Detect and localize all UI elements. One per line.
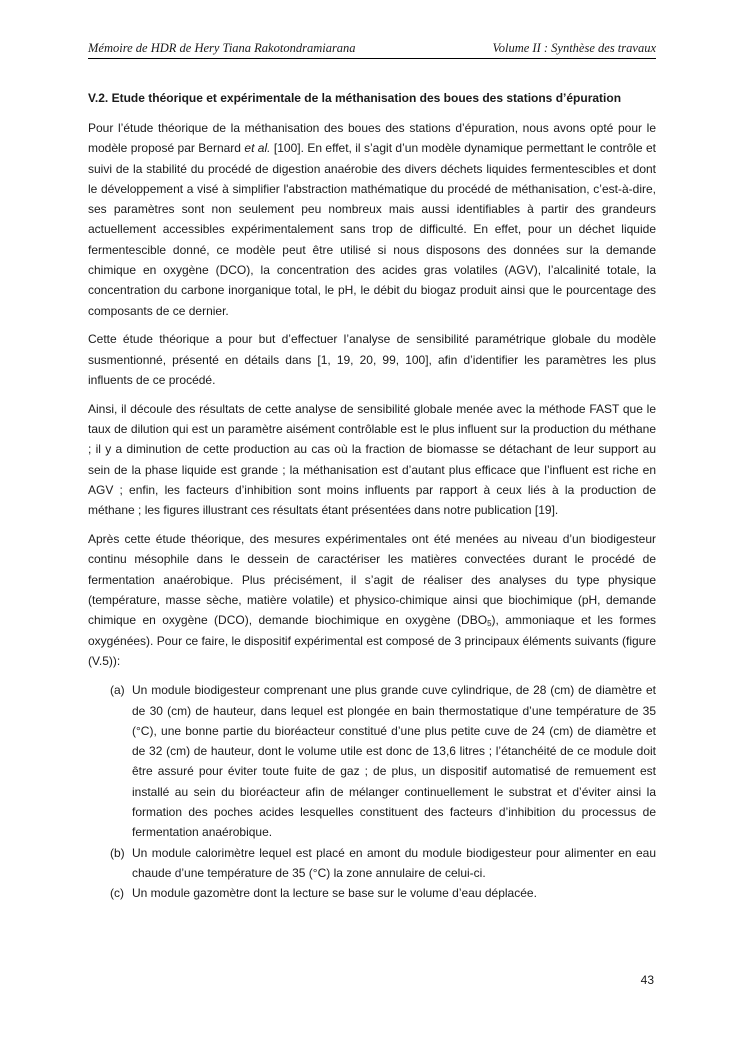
paragraph-text: [100]. En effet, il s’agit d’un modèle dynamique permettant le contrôle et suivi de la stabilité du procédé de digestion anaérobie des divers déchets liquides fermentescibles et dont le développement a visé à simplifier l'abstraction mathématique du procédé de méthanisation, c’est-à-dire, ses paramètres sont non seulement peu nombreux mais aussi identifiables à partir des grandeurs actuellement accessibles expérimentalement sans trop de difficulté. En effet, pour un déchet liquide fermentescible donné, ce modèle peut être utilisé si nous disposons des données sur la demande chimique en oxygène (DCO), la concentration des acides gras volatiles (AGV), l’alcalinité totale, la concentration du carbone inorganique total, le pH, le débit du biogaz produit ainsi que le pourcentage des composants de ce dernier. [88, 141, 657, 318]
paragraph-text: Après cette étude théorique, des mesures expérimentales ont été menées au niveau d’un biodigesteur continu mésophile dans le dessein de caractériser les matières convectées durant le procédé de fermentation anaérobique. Plus précisément, il s’agit de réaliser des analyses du type physique (température, masse sèche, matière volatile) et physico-chimique ainsi que biochimique (pH, demande chimique en oxygène (DCO), demande biochimique en oxygène (DBO [88, 532, 656, 628]
paragraph-text: ), ammoniaque et les formes oxygénées). Pour ce faire, le dispositif expérimental est composé de 3 principaux éléments suivants (figure (V.5)): [88, 613, 657, 668]
paragraph-study-goal: Cette étude théorique a pour but d’effectuer l’analyse de sensibilité paramétrique globale du modèle susmentionné, présenté en détails dans [1, 19, 20, 99, 100], afin d’identifier les paramètres les plus influents de ce procédé. [88, 332, 656, 388]
list-item [88, 883, 656, 903]
header-author-title: Mémoire de HDR de Hery Tiana Rakotondramiarana [88, 41, 356, 55]
list-marker: (c) [110, 886, 124, 901]
paragraph-emphasis: et al. [244, 141, 271, 156]
section-title: V.2. Etude théorique et expérimentale de la méthanisation des boues des stations d’épuration [88, 91, 622, 105]
running-header [88, 40, 656, 59]
list-item [88, 843, 656, 884]
main-content [88, 88, 656, 903]
list-marker: (a) [110, 683, 125, 698]
list-item-text: Un module gazomètre dont la lecture se base sur le volume d’eau déplacée. [132, 886, 537, 901]
list-item-text: Un module calorimètre lequel est placé en amont du module biodigesteur pour alimenter en eau chaude d’une température de 35 (°C) la zone annulaire de celui-ci. [132, 845, 656, 880]
paragraph-sensitivity-results: Ainsi, il découle des résultats de cette analyse de sensibilité globale menée avec la méthode FAST que le taux de dilution qui est un paramètre aisément contrôlable est le plus influent sur la production du méthane ; il y a diminution de cette production au cas où la fraction de biomasse se détachant de leur support au sein de la phase liquide est grande ; la méthanisation est d’autant plus efficace que l’influent est riche en AGV ; enfin, les facteurs d’inhibition sont moins influents par rapport à ceux liés à la production de méthane ; les figures illustrant ces résultats étant présentées dans notre publication [19]. [88, 401, 656, 518]
list-item [88, 680, 656, 842]
equipment-list [88, 680, 656, 903]
paragraph-model-choice [88, 118, 656, 321]
paragraph-experimental-setup [88, 529, 656, 671]
page-number: 43 [640, 973, 654, 987]
subscript: 5 [487, 619, 492, 629]
header-volume-title: Volume II : Synthèse des travaux [492, 41, 656, 55]
paragraph-text: Pour l’étude théorique de la méthanisation des boues des stations d’épuration, nous avons opté pour le modèle proposé par Bernard [88, 121, 656, 156]
list-item-text: Un module biodigesteur comprenant une plus grande cuve cylindrique, de 28 (cm) de diamètre et de 30 (cm) de hauteur, dans lequel est plongée en bain thermostatique d’une température de 35 (°C), une bonne partie du bioréacteur constitué d’une plus petite cuve de 24 (cm) de diamètre et de 32 (cm) de hauteur, dont le volume utile est donc de 13,6 litres ; l’étanchéité de ce module doit être assuré pour éviter toute fuite de gaz ; de plus, un dispositif automatisé de remuement est installé au sein du bioréacteur afin de mélanger continuellement le substrat et d’éviter ainsi la formation des poches acides lesquelles constituent des facteurs d’inhibition du processus de fermentation anaérobique. [132, 683, 656, 840]
list-marker: (b) [110, 845, 125, 860]
